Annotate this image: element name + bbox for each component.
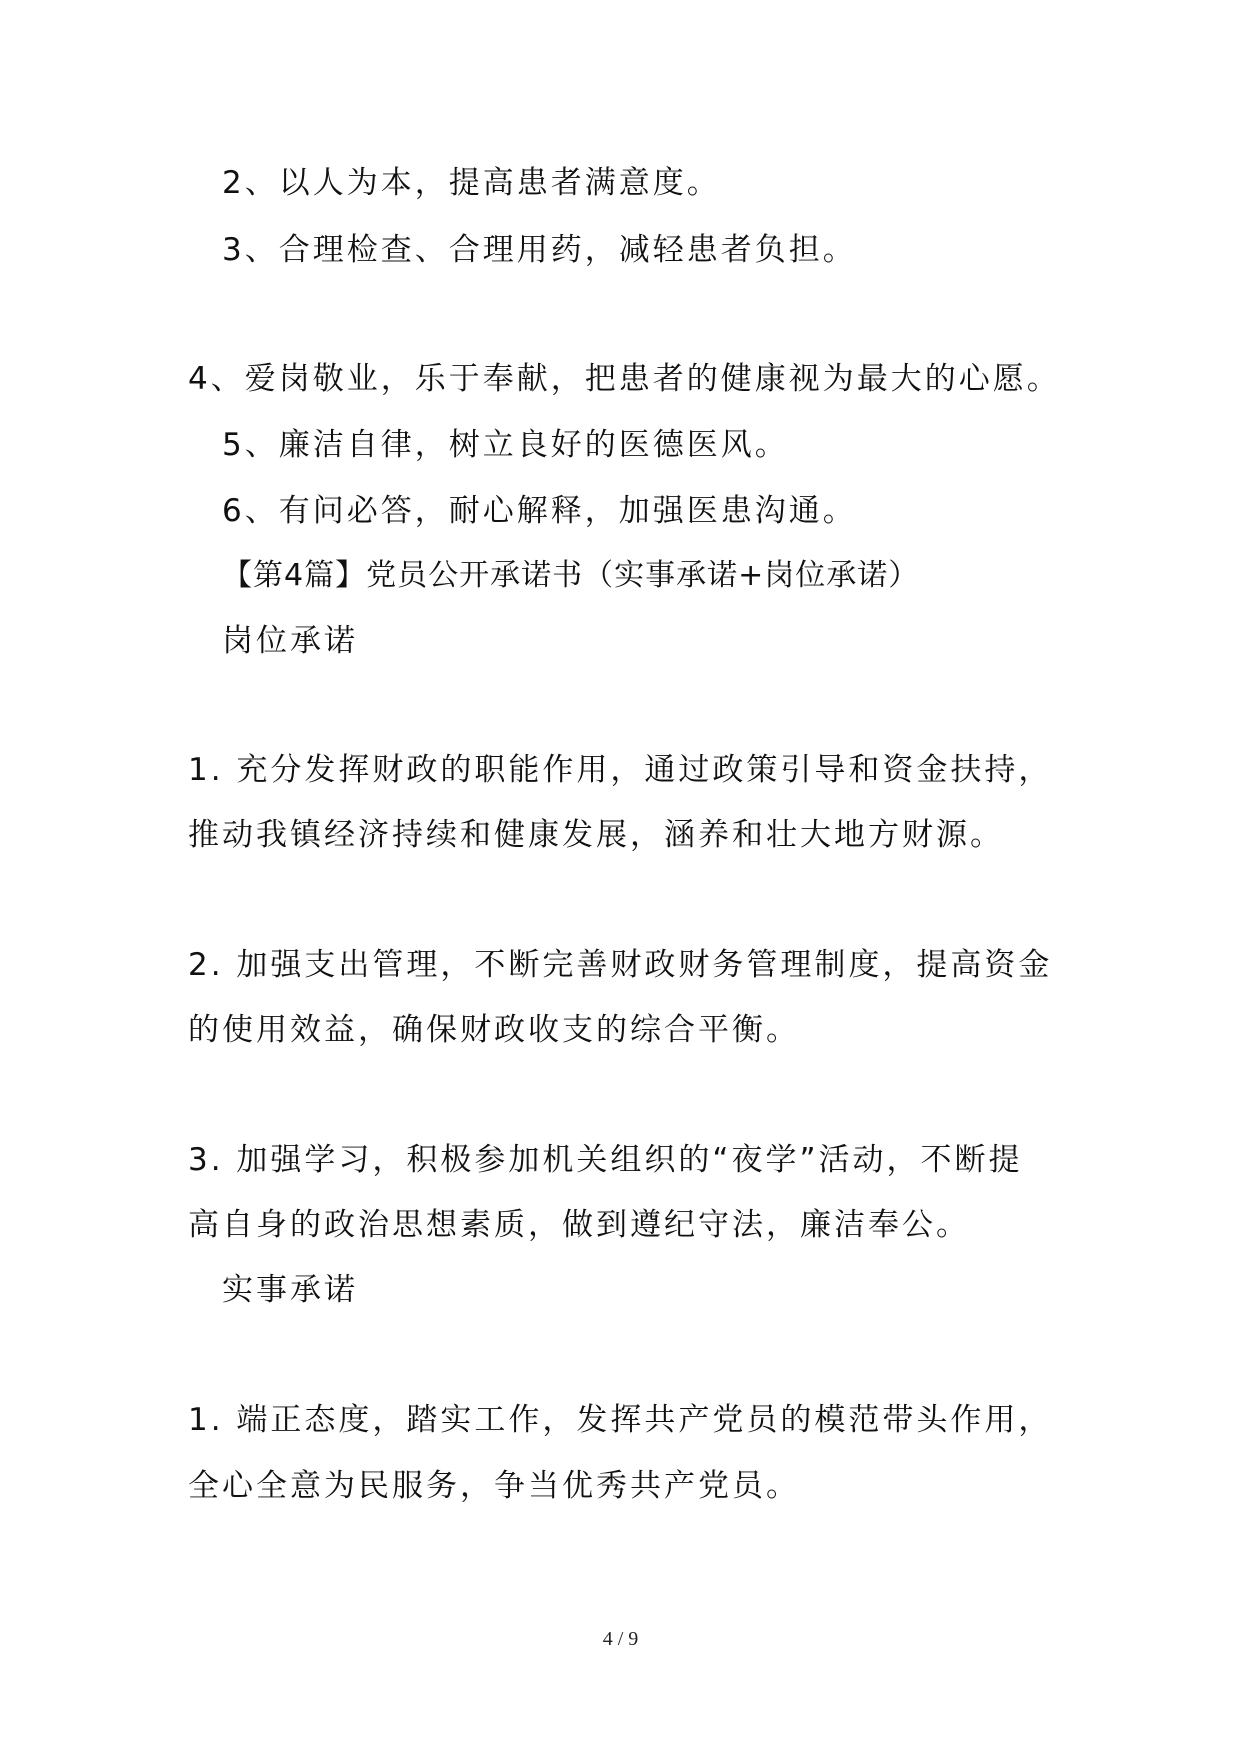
post-item-2-line-1: 2. 加强支出管理，不断完善财政财务管理制度，提高资金 <box>188 947 1053 983</box>
section-heading: 【第4篇】党员公开承诺书（实事承诺+岗位承诺） <box>222 558 920 593</box>
post-item-2-line-2: 的使用效益，确保财政收支的综合平衡。 <box>188 1012 800 1048</box>
page-number: 4 / 9 <box>602 1628 639 1650</box>
subheading-post-commitment: 岗位承诺 <box>222 623 358 659</box>
post-item-3-line-1: 3. 加强学习，积极参加机关组织的“夜学”活动，不断提 <box>188 1142 1023 1178</box>
item-5: 5、廉洁自律，树立良好的医德医风。 <box>222 427 789 463</box>
post-item-1-line-2: 推动我镇经济持续和健康发展，涵养和壮大地方财源。 <box>188 817 1004 853</box>
practical-item-1-line-1: 1. 端正态度，踏实工作，发挥共产党员的模范带头作用， <box>188 1402 1053 1438</box>
item-4: 4、爱岗敬业，乐于奉献，把患者的健康视为最大的心愿。 <box>188 361 1061 397</box>
post-item-1-line-1: 1. 充分发挥财政的职能作用，通过政策引导和资金扶持， <box>188 752 1053 788</box>
item-3: 3、合理检查、合理用药，减轻患者负担。 <box>222 232 857 268</box>
item-6: 6、有问必答，耐心解释，加强医患沟通。 <box>222 493 857 529</box>
subheading-practical-commitment: 实事承诺 <box>222 1272 358 1308</box>
practical-item-1-line-2: 全心全意为民服务，争当优秀共产党员。 <box>188 1468 800 1504</box>
item-2: 2、以人为本，提高患者满意度。 <box>222 165 721 201</box>
post-item-3-line-2: 高自身的政治思想素质，做到遵纪守法，廉洁奉公。 <box>188 1207 970 1243</box>
